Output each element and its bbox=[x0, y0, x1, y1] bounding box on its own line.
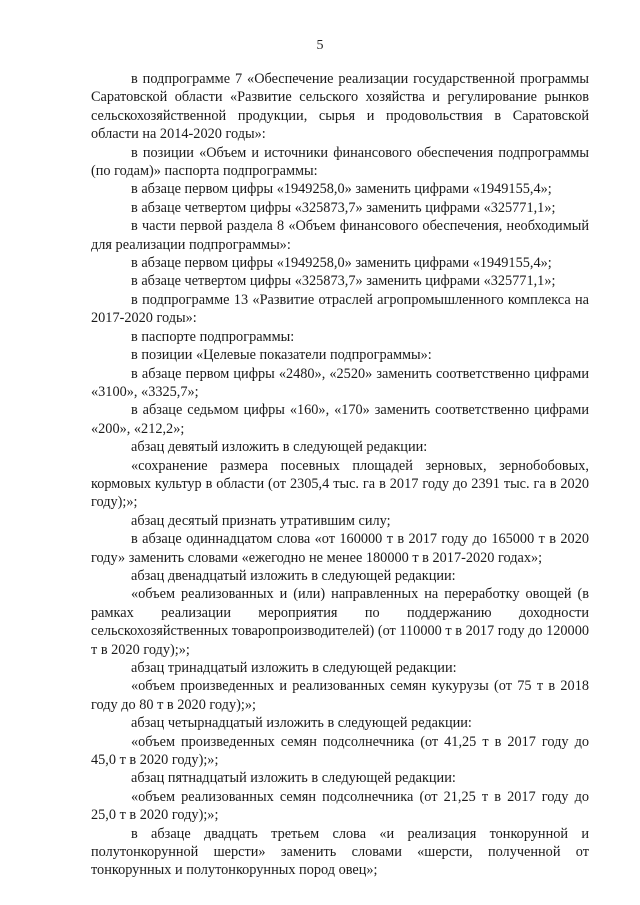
paragraph: в позиции «Объем и источники финансового обеспечения подпрограммы (по годам)» паспорта подпрограммы: bbox=[91, 144, 589, 180]
paragraph: в подпрограмме 13 «Развитие отраслей агропромышленного комплекса на 2017-2020 годы»: bbox=[91, 291, 589, 327]
paragraph: абзац десятый признать утратившим силу; bbox=[131, 512, 391, 529]
paragraph: в абзаце одиннадцатом слова «от 160000 т в 2017 году до 165000 т в 2020 году» заменить словами «ежегодно не менее 180000 т в 2017-2020 годах»; bbox=[91, 531, 589, 566]
paragraph: в позиции «Целевые показатели подпрограммы»: bbox=[131, 347, 432, 364]
paragraph: абзац двенадцатый изложить в следующей редакции: bbox=[131, 567, 456, 584]
paragraph: абзац тринадцатый изложить в следующей редакции: bbox=[131, 660, 457, 676]
paragraph: абзац четырнадцатый изложить в следующей редакции: bbox=[131, 715, 472, 732]
document-body bbox=[91, 70, 589, 880]
paragraph: в части первой раздела 8 «Объем финансового обеспечения, необходимый для реализации подпрограммы»: bbox=[91, 218, 589, 253]
page-number: 5 bbox=[316, 38, 324, 53]
paragraph: «объем реализованных и (или) направленных на переработку овощей (в рамках реализации мероприятия по поддержанию доходности сельскохозяйственных товаропроизводителей) (от 110000 т в 2017 году до 120000 т в 2020 году);»; bbox=[91, 586, 589, 658]
paragraph: «объем произведенных и реализованных семян кукурузы (от 75 т в 2018 году до 80 т в 2020 году);»; bbox=[91, 678, 589, 713]
paragraph: в абзаце первом цифры «1949258,0» заменить цифрами «1949155,4»; bbox=[131, 255, 552, 272]
paragraph: абзац девятый изложить в следующей редакции: bbox=[131, 439, 428, 456]
paragraph: в абзаце первом цифры «2480», «2520» заменить соответственно цифрами «3100», «3325,7»; bbox=[91, 365, 589, 400]
paragraph: абзац пятнадцатый изложить в следующей редакции: bbox=[131, 770, 456, 787]
paragraph: «сохранение размера посевных площадей зерновых, зернобобовых, кормовых культур в области (от 2305,4 тыс. га в 2017 году до 2391 тыс. га в 2020 году);»; bbox=[91, 457, 589, 511]
paragraph: в паспорте подпрограммы: bbox=[131, 328, 295, 345]
paragraph: в абзаце первом цифры «1949258,0» заменить цифрами «1949155,4»; bbox=[131, 181, 552, 198]
paragraph: в абзаце двадцать третьем слова «и реализация тонкорунной и полутонкорунной шерсти» заменить словами «шерсти, полученной от тонкорунных и полутонкорунных пород овец»; bbox=[91, 825, 589, 879]
paragraph: «объем реализованных семян подсолнечника (от 21,25 т в 2017 году до 25,0 т в 2020 году);»; bbox=[91, 788, 589, 824]
paragraph: «объем произведенных семян подсолнечника (от 41,25 т в 2017 году до 45,0 т в 2020 году);»; bbox=[91, 733, 589, 769]
paragraph: в абзаце седьмом цифры «160», «170» заменить соответственно цифрами «200», «212,2»; bbox=[91, 402, 589, 437]
paragraph: в абзаце четвертом цифры «325873,7» заменить цифрами «325771,1»; bbox=[131, 273, 556, 290]
paragraph: в абзаце четвертом цифры «325873,7» заменить цифрами «325771,1»; bbox=[131, 199, 556, 216]
paragraph: в подпрограмме 7 «Обеспечение реализации государственной программы Саратовской области «Развитие сельского хозяйства и регулирование рынков сельскохозяйственной продукции, сырья и продовольствия в Саратовской области на 2014-2020 годы»: bbox=[91, 71, 589, 143]
